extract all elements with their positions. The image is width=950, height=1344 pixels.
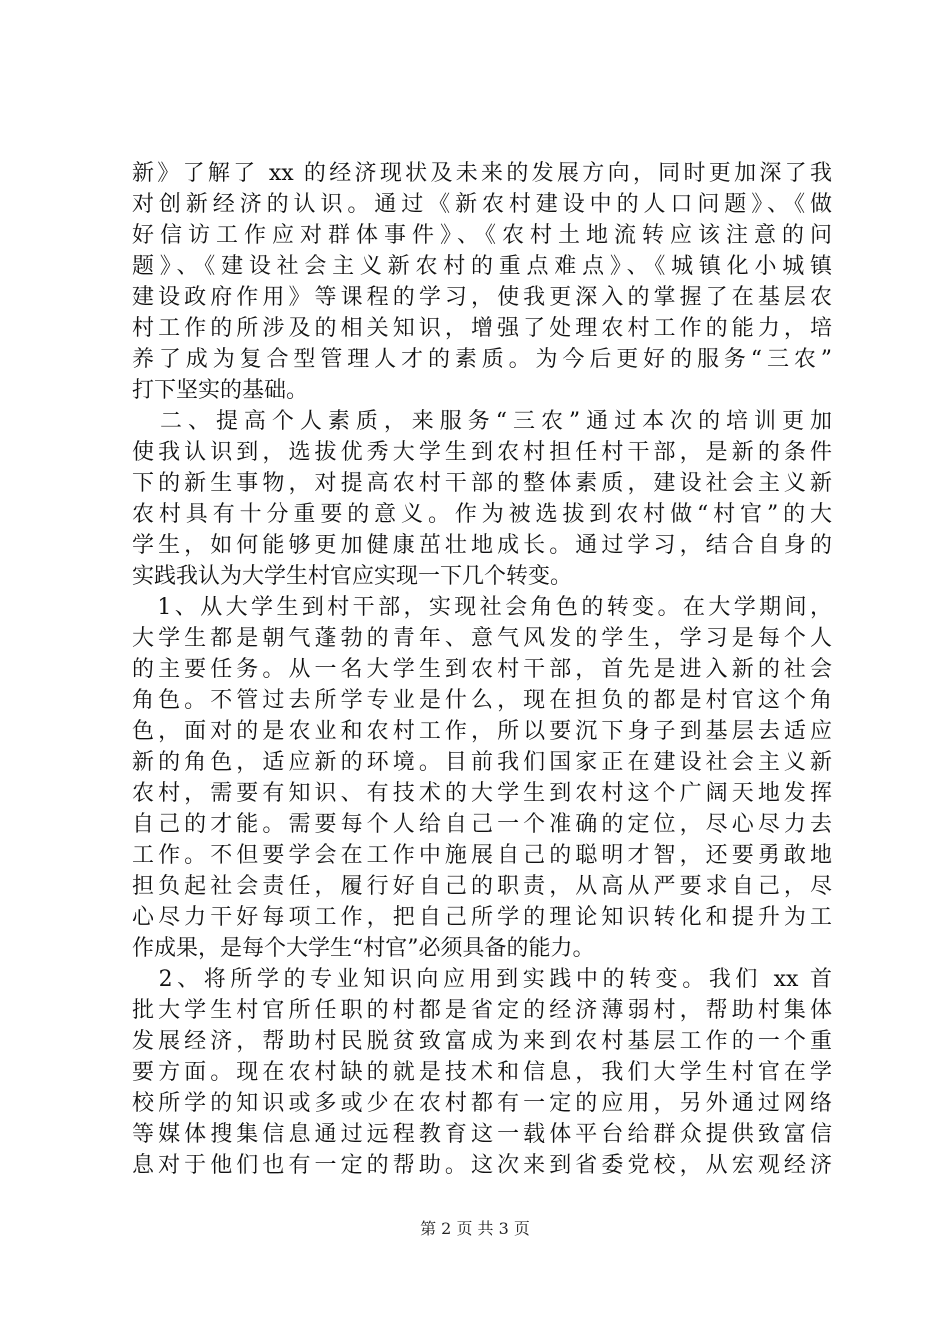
text-line: 好信访工作应对群体事件》、《农村土地流转应该注意的问	[132, 223, 832, 248]
text-line: 下的新生事物，对提高农村干部的整体素质，建设社会主义新	[132, 471, 832, 496]
text-line: 农村具有十分重要的意义。作为被选拔到农村做“村官”的大	[132, 502, 832, 527]
text-line: 使我认识到，选拔优秀大学生到农村担任村干部，是新的条件	[132, 440, 832, 465]
text-line: 担负起社会责任，履行好自己的职责，从高从严要求自己，尽	[132, 874, 832, 899]
text-line: 新的角色，适应新的环境。目前我们国家正在建设社会主义新	[132, 750, 832, 775]
text-line: 建设政府作用》等课程的学习，使我更深入的掌握了在基层农	[132, 285, 832, 310]
text-line: 2、将所学的专业知识向应用到实践中的转变。我们 xx 首	[132, 967, 832, 992]
text-line: 农村，需要有知识、有技术的大学生到农村这个广阔天地发挥	[132, 781, 832, 806]
text-line: 校所学的知识或多或少在农村都有一定的应用，另外通过网络	[132, 1091, 832, 1116]
text-line: 工作。不但要学会在工作中施展自己的聪明才智，还要勇敢地	[132, 843, 832, 868]
page-number-footer: 第 2 页 共 3 页	[420, 1219, 530, 1238]
text-line: 村工作的所涉及的相关知识，增强了处理农村工作的能力，培	[132, 316, 832, 341]
text-line: 色，面对的是农业和农村工作，所以要沉下身子到基层去适应	[132, 719, 832, 744]
text-line: 发展经济，帮助村民脱贫致富成为来到农村基层工作的一个重	[132, 1029, 832, 1054]
text-line: 打下坚实的基础。	[132, 378, 309, 403]
text-line: 新》了解了 xx 的经济现状及未来的发展方向，同时更加深了我	[132, 161, 832, 186]
text-line: 要方面。现在农村缺的就是技术和信息，我们大学生村官在学	[132, 1060, 832, 1085]
text-line: 心尽力干好每项工作，把自己所学的理论知识转化和提升为工	[132, 905, 832, 930]
text-line: 批大学生村官所任职的村都是省定的经济薄弱村，帮助村集体	[132, 998, 832, 1023]
text-line: 作成果，是每个大学生“村官”必须具备的能力。	[132, 936, 595, 961]
text-line: 的主要任务。从一名大学生到农村干部，首先是进入新的社会	[132, 657, 832, 682]
text-line: 实践我认为大学生村官应实现一下几个转变。	[132, 564, 573, 589]
text-line: 角色。不管过去所学专业是什么，现在担负的都是村官这个角	[132, 688, 832, 713]
document-body	[132, 158, 832, 1181]
text-line: 对创新经济的认识。通过《新农村建设中的人口问题》、《做	[132, 192, 832, 217]
text-line: 息对于他们也有一定的帮助。这次来到省委党校，从宏观经济	[132, 1153, 832, 1178]
text-line: 1、从大学生到村干部，实现社会角色的转变。在大学期间，	[132, 595, 832, 620]
text-line: 大学生都是朝气蓬勃的青年、意气风发的学生，学习是每个人	[132, 626, 832, 651]
text-line: 题》、《建设社会主义新农村的重点难点》、《城镇化小城镇	[132, 254, 832, 279]
text-line: 自己的才能。需要每个人给自己一个准确的定位，尽心尽力去	[132, 812, 832, 837]
text-line: 二、提高个人素质，来服务“三农”通过本次的培训更加	[132, 409, 832, 434]
text-line: 等媒体搜集信息通过远程教育这一载体平台给群众提供致富信	[132, 1122, 832, 1147]
text-line: 养了成为复合型管理人才的素质。为今后更好的服务“三农”	[132, 347, 832, 372]
text-line: 学生，如何能够更加健康茁壮地成长。通过学习，结合自身的	[132, 533, 832, 558]
